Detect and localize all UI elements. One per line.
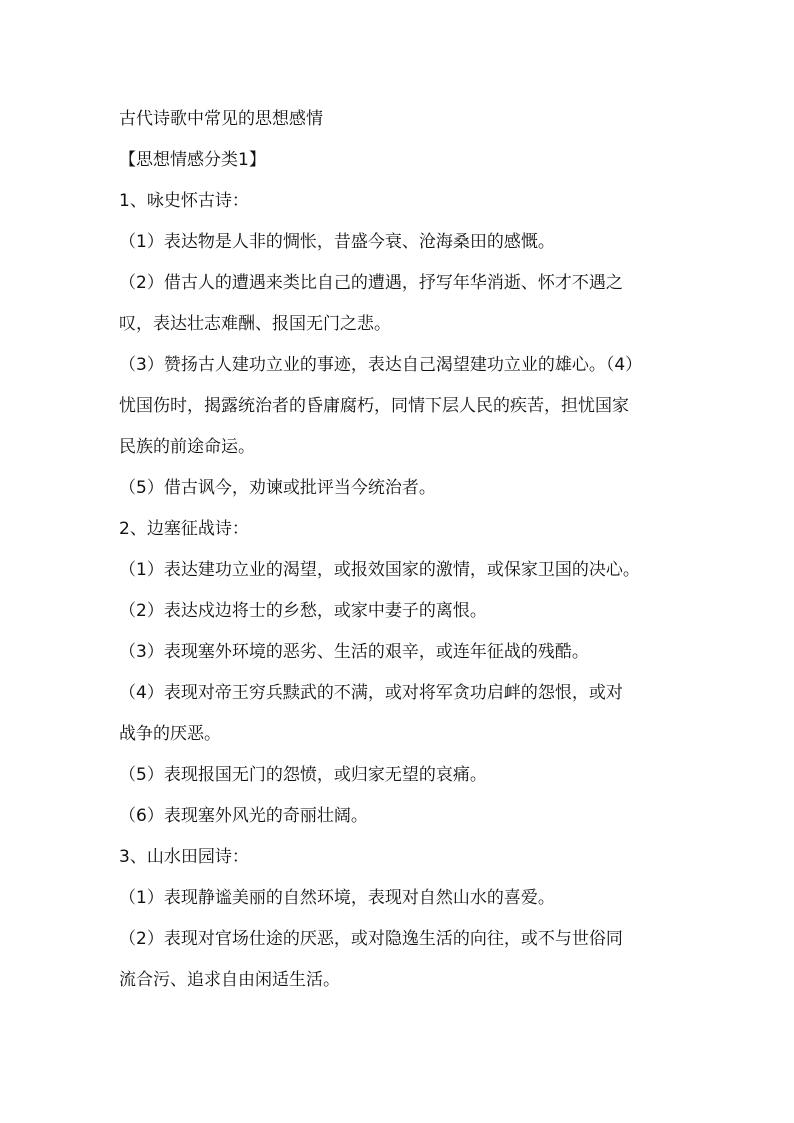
text-line: （1）表达物是人非的惆怅，昔盛今衰、沧海桑田的感慨。: [119, 232, 555, 252]
text-line: （3）赞扬古人建功立业的事迹，表达自己渴望建功立业的雄心。（4）: [119, 355, 643, 375]
text-line: 忧国伤时，揭露统治者的昏庸腐朽，同情下层人民的疾苦，担忧国家: [119, 396, 629, 416]
category-heading: 2、边塞征战诗：: [119, 519, 249, 539]
text-line: （1）表现静谧美丽的自然环境，表现对自然山水的喜爱。: [119, 888, 555, 908]
category-heading: 3、山水田园诗：: [119, 847, 249, 867]
text-line: 民族的前途命运。: [119, 437, 255, 457]
text-line: 流合污、追求自由闲适生活。: [119, 970, 340, 990]
document-title: 古代诗歌中常见的思想感情: [119, 109, 323, 129]
text-line: （5）借古讽今，劝谏或批评当今统治者。: [119, 478, 436, 498]
text-line: （3）表现塞外环境的恶劣、生活的艰辛，或连年征战的残酷。: [119, 642, 589, 662]
text-line: （2）表现对官场仕途的厌恶，或对隐逸生活的向往，或不与世俗同: [119, 929, 623, 949]
document-body: [119, 104, 679, 1006]
text-line: （5）表现报国无门的怨愤，或归家无望的哀痛。: [119, 765, 487, 785]
text-line: （2）表达戍边将士的乡愁，或家中妻子的离恨。: [119, 601, 487, 621]
text-line: 战争的厌恶。: [119, 724, 221, 744]
text-line: （6）表现塞外风光的奇丽壮阔。: [119, 806, 368, 826]
text-line: 叹，表达壮志难酬、报国无门之悲。: [119, 314, 391, 334]
text-line: （2）借古人的遭遇来类比自己的遭遇，抒写年华消逝、怀才不遇之: [119, 273, 623, 293]
text-line: （4）表现对帝王穷兵黩武的不满，或对将军贪功启衅的怨恨，或对: [119, 683, 623, 703]
category-heading: 1、咏史怀古诗：: [119, 191, 249, 211]
section-heading: 【思想情感分类1】: [119, 150, 266, 170]
text-line: （1）表达建功立业的渴望，或报效国家的激情，或保家卫国的决心。: [119, 560, 640, 580]
